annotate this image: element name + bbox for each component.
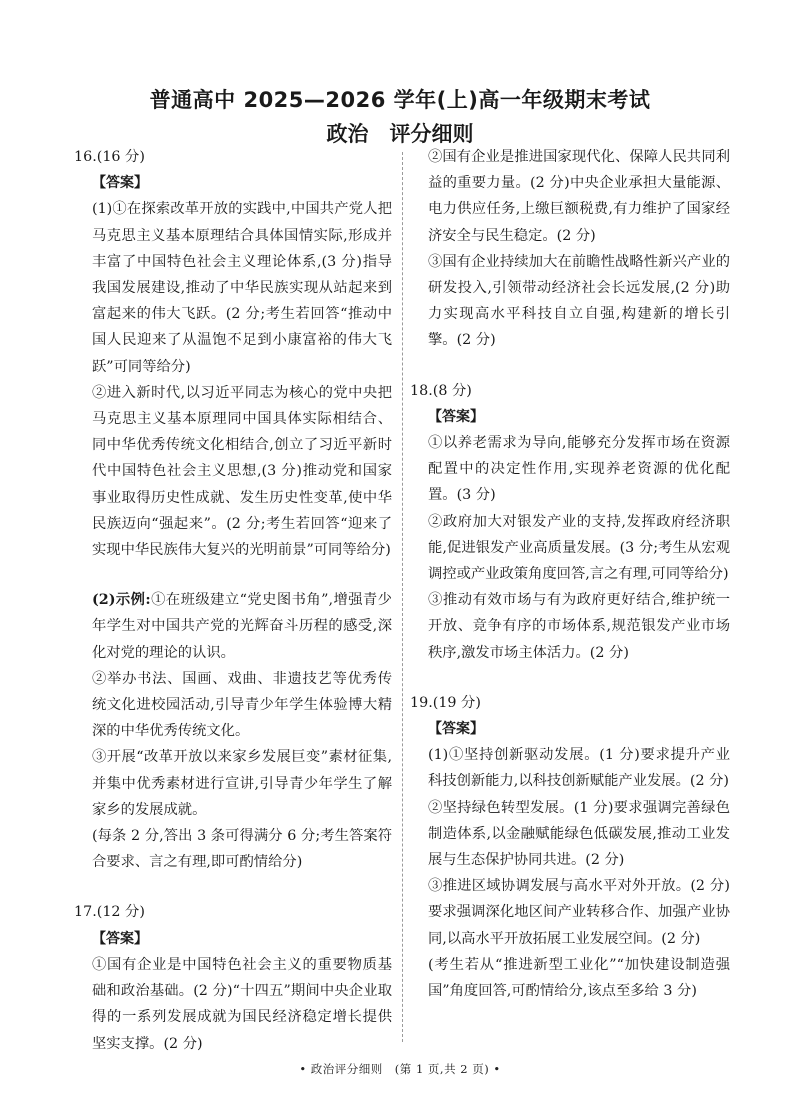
q17-paragraph-2: ②国有企业是推进国家现代化、保障人民共同利益的重要力量。(2 分)中央企业承担大量能源、电力供应任务,上缴巨额税费,有力维护了国家经济安全与民生稳定。(2 分) [428,149,730,244]
q19-paragraph-2: ②坚持绿色转型发展。(1 分)要求强调完善绿色制造体系,以金融赋能绿色低碳发展,推动工业发展与生态保护协同共进。(2 分) [428,799,730,869]
column-divider [402,152,403,1042]
q18-paragraph-2: ②政府加大对银发产业的支持,发挥政府经济职能,促进银发产业高质量发展。(3 分;考生从宏观调控或产业政策角度回答,言之有理,可同等给分) [428,513,730,583]
q16-example-label: (2)示例: [92,592,151,609]
page-footer: • 政治评分细则 (第 1 页,共 2 页) • [299,1062,501,1076]
q16-paragraph-3 [92,587,392,666]
page-subtitle: 政治 评分细则 [326,122,474,146]
question-17-answer-label: 【答案】 [92,930,148,947]
question-18-answer-label: 【答案】 [428,408,484,425]
q17-paragraph-3: ③国有企业持续加大在前瞻性战略性新兴产业的研发投入,引领带动经济社会长远发展,(2 分)助力实现高水平科技自立自强,构建新的增长引擎。(2 分) [428,253,730,349]
q16-paragraph-5: ③开展“改革开放以来家乡发展巨变”素材征集,并集中优秀素材进行宣讲,引导青少年学生了解家乡的发展成就。 [92,749,392,818]
q16-paragraph-2: ②进入新时代,以习近平同志为核心的党中央把马克思主义基本原理同中国具体实际相结合、同中华优秀传统文化相结合,创立了习近平新时代中国特色社会主义思想,(3 分)推动党和国家事业取得历史性成就、发生历史性变革,使中华民族迈向“强起来”。(2 分;考生若回答“迎来了实现中华民族伟大复兴的光明前景”可同等给分) [92,384,392,559]
page-title: 普通高中 2025—2026 学年(上)高一年级期末考试 [149,88,651,112]
q19-paragraph-1: (1)①坚持创新驱动发展。(1 分)要求提升产业科技创新能力,以科技创新赋能产业发展。(2 分) [428,747,730,790]
q18-paragraph-1: ①以养老需求为导向,能够充分发挥市场在资源配置中的决定性作用,实现养老资源的优化配置。(3 分) [428,435,730,504]
question-16-header: 16.(16 分) [74,149,145,165]
question-19-answer-label: 【答案】 [428,721,484,738]
q17-paragraph-1: ①国有企业是中国特色社会主义的重要物质基础和政治基础。(2 分)“十四五”期间中央企业取得的一系列发展成就为国民经济稳定增长提供坚实支撑。(2 分) [92,956,392,1052]
q16-paragraph-4: ②举办书法、国画、戏曲、非遗技艺等优秀传统文化进校园活动,引导青少年学生体验博大精深的中华优秀传统文化。 [92,670,392,740]
question-19-header: 19.(19 分) [410,694,481,711]
right-column [410,144,730,1004]
question-16-answer-label: 【答案】 [92,175,148,192]
q19-paragraph-4: (考生若从“推进新型工业化”“加快建设制造强国”角度回答,可酌情给分,该点至多给 3 分) [428,956,730,1000]
q16-paragraph-1: (1)①在探索改革开放的实践中,中国共产党人把马克思主义基本原理结合具体国情实际,形成并丰富了中国特色社会主义理论体系,(3 分)指导我国发展建设,推动了中华民族实现从站起来到富起来的伟大飞跃。(2 分;考生若回答“推动中国人民迎来了从温饱不足到小康富裕的伟大飞跃”可同等给分) [92,201,392,375]
question-17-header: 17.(12 分) [74,904,145,921]
q19-paragraph-3: ③推进区域协调发展与高水平对外开放。(2 分)要求强调深化地区间产业转移合作、加强产业协同,以高水平开放拓展工业发展空间。(2 分) [428,878,730,947]
left-column [74,144,392,1057]
q16-paragraph-6: (每条 2 分,答出 3 条可得满分 6 分;考生答案符合要求、言之有理,即可酌情给分) [92,828,392,871]
question-18-header: 18.(8 分) [410,382,472,399]
q16-paragraph-3-text: ①在班级建立“党史图书角”,增强青少年学生对中国共产党的光辉奋斗历程的感受,深化对党的理论的认识。 [92,592,392,661]
q18-paragraph-3: ③推动有效市场与有为政府更好结合,维护统一开放、竞争有序的市场体系,规范银发产业市场秩序,激发市场主体活力。(2 分) [428,592,730,661]
